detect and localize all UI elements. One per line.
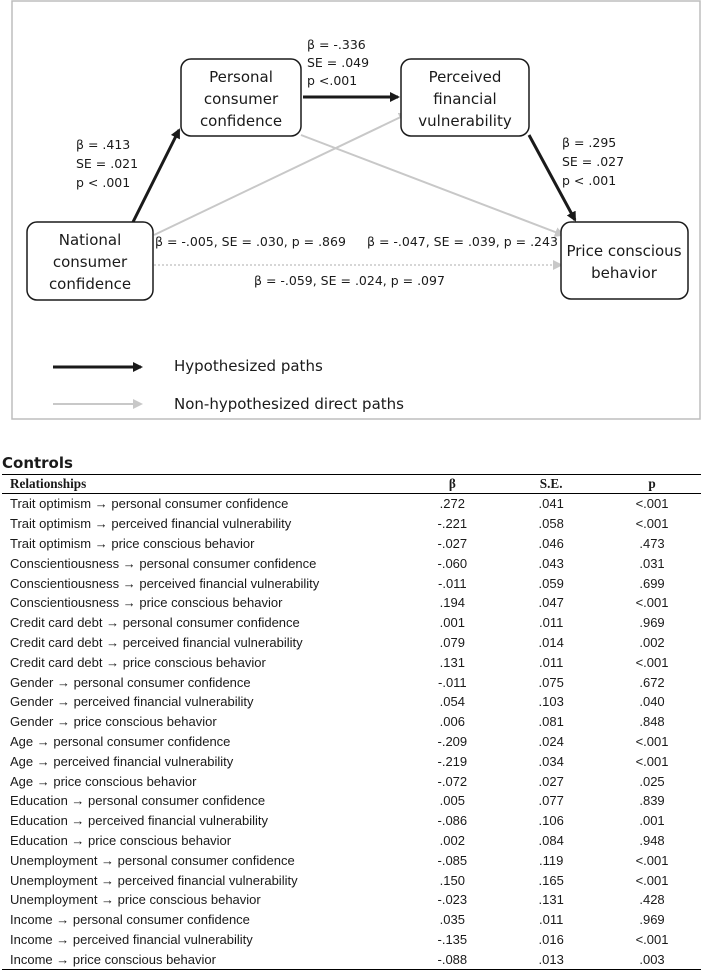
cell-p: .002 bbox=[639, 634, 665, 650]
node-personal-line2: consumer bbox=[203, 90, 279, 108]
stat-beta: β = .295 bbox=[562, 135, 617, 150]
table-row bbox=[2, 494, 701, 514]
table-row bbox=[2, 712, 701, 732]
cell-se: .081 bbox=[538, 714, 564, 730]
cell-p: .672 bbox=[639, 674, 665, 690]
legend bbox=[53, 357, 404, 413]
table-row bbox=[2, 910, 701, 930]
cell-relationship: Gender → personal consumer confidence bbox=[10, 674, 251, 690]
table-header-row bbox=[2, 475, 701, 494]
cell-se: .059 bbox=[538, 575, 564, 591]
cell-p: <.001 bbox=[635, 872, 669, 888]
cell-p: .031 bbox=[639, 555, 665, 571]
cell-beta: .001 bbox=[439, 615, 465, 631]
legend-non-hypothesized-label: Non-hypothesized direct paths bbox=[174, 395, 404, 413]
cell-relationship: Credit card debt → personal consumer confidence bbox=[10, 615, 300, 631]
cell-se: .043 bbox=[538, 555, 564, 571]
table-row bbox=[2, 930, 701, 950]
cell-beta: .194 bbox=[439, 595, 465, 611]
cell-beta: .054 bbox=[439, 694, 465, 710]
cell-beta: -.023 bbox=[437, 892, 468, 908]
cell-beta: -.011 bbox=[438, 674, 467, 690]
cell-relationship: Conscientiousness → price conscious behavior bbox=[10, 595, 283, 611]
table-row bbox=[2, 613, 701, 633]
cell-relationship: Gender → price conscious behavior bbox=[10, 714, 217, 730]
cell-relationship: Education → perceived financial vulnerability bbox=[10, 813, 268, 829]
node-price-line2: behavior bbox=[591, 264, 657, 282]
stats-personal-vulnerability bbox=[307, 37, 369, 88]
cell-beta: -.060 bbox=[437, 555, 468, 571]
cell-se: .131 bbox=[538, 892, 564, 908]
cell-p: <.001 bbox=[635, 654, 669, 670]
node-personal-line3: confidence bbox=[199, 112, 283, 130]
cell-relationship: Unemployment → personal consumer confidence bbox=[10, 852, 295, 868]
table-row bbox=[2, 553, 701, 573]
table-row bbox=[2, 890, 701, 910]
table-row bbox=[2, 771, 701, 791]
stats-national-personal bbox=[76, 137, 138, 190]
cell-beta: .150 bbox=[439, 872, 465, 888]
cell-se: .103 bbox=[538, 694, 564, 710]
node-perceived-financial-vulnerability bbox=[401, 59, 529, 136]
cell-relationship: Age → price conscious behavior bbox=[10, 773, 197, 789]
cell-relationship: Conscientiousness → personal consumer confidence bbox=[10, 555, 317, 571]
cell-p: <.001 bbox=[635, 733, 669, 749]
node-price-line1: Price conscious bbox=[566, 242, 682, 260]
stat-p: p < .001 bbox=[76, 175, 131, 190]
table-row bbox=[2, 633, 701, 653]
cell-p: .969 bbox=[639, 615, 665, 631]
cell-se: .011 bbox=[539, 912, 564, 928]
cell-relationship: Income → perceived financial vulnerability bbox=[10, 931, 253, 947]
controls-title: Controls bbox=[2, 454, 73, 472]
table-row bbox=[2, 573, 701, 593]
cell-p: <.001 bbox=[635, 595, 669, 611]
cell-relationship: Education → personal consumer confidence bbox=[10, 793, 266, 809]
cell-relationship: Income → price conscious behavior bbox=[2, 949, 405, 969]
cell-se: .011 bbox=[539, 654, 564, 670]
cell-beta: -.011 bbox=[438, 575, 467, 591]
table-row bbox=[2, 514, 701, 534]
table-row bbox=[2, 593, 701, 613]
cell-se: .014 bbox=[538, 634, 564, 650]
cell-se: .165 bbox=[538, 872, 564, 888]
stats-vulnerability-price bbox=[562, 135, 624, 188]
header-relationships: Relationships bbox=[2, 475, 405, 494]
cell-p: .969 bbox=[639, 912, 665, 928]
cell-se: .016 bbox=[538, 931, 564, 947]
stat-p: p <.001 bbox=[307, 73, 358, 88]
cell-beta: -.221 bbox=[437, 516, 468, 532]
cell-relationship: Income → personal consumer confidence bbox=[10, 912, 250, 928]
cell-beta: -.086 bbox=[437, 813, 468, 829]
table-row bbox=[2, 672, 701, 692]
cell-se: .034 bbox=[538, 753, 564, 769]
cell-p: <.001 bbox=[635, 852, 669, 868]
cell-relationship: Unemployment → price conscious behavior bbox=[10, 892, 261, 908]
cell-relationship: Gender → perceived financial vulnerability bbox=[10, 694, 254, 710]
cell-relationship: Age → perceived financial vulnerability bbox=[10, 753, 234, 769]
header-p: p bbox=[603, 475, 701, 494]
controls-table bbox=[2, 474, 701, 970]
cell-se: .058 bbox=[538, 516, 564, 532]
node-vulnerability-line3: vulnerability bbox=[418, 112, 512, 130]
table-row bbox=[2, 751, 701, 771]
cell-p: .948 bbox=[639, 832, 665, 848]
node-price-conscious-behavior bbox=[561, 222, 688, 299]
cell-se: .041 bbox=[538, 496, 564, 512]
table-row bbox=[2, 831, 701, 851]
cell-se: .077 bbox=[538, 793, 564, 809]
node-personal-line1: Personal bbox=[209, 68, 273, 86]
table-row bbox=[2, 949, 701, 969]
cell-p: .699 bbox=[639, 575, 665, 591]
cell-relationship: Trait optimism → perceived financial vulnerability bbox=[10, 516, 292, 532]
stat-beta: β = -.336 bbox=[307, 37, 366, 52]
cell-beta: -.088 bbox=[405, 949, 499, 969]
legend-hypothesized-label: Hypothesized paths bbox=[174, 357, 323, 375]
node-vulnerability-line2: financial bbox=[433, 90, 497, 108]
stat-se: SE = .027 bbox=[562, 154, 625, 169]
cell-se: .013 bbox=[499, 949, 603, 969]
cell-beta: .272 bbox=[439, 496, 465, 512]
cell-relationship: Conscientiousness → perceived financial vulnerability bbox=[10, 575, 320, 591]
cell-beta: .131 bbox=[439, 654, 465, 670]
cell-p: .839 bbox=[639, 793, 665, 809]
cell-se: .084 bbox=[538, 832, 564, 848]
cell-p: <.001 bbox=[635, 496, 669, 512]
table-row bbox=[2, 870, 701, 890]
cell-p: .040 bbox=[639, 694, 665, 710]
header-beta: β bbox=[405, 475, 499, 494]
stats-personal-price: β = -.047, SE = .039, p = .243 bbox=[367, 234, 558, 249]
cell-relationship: Credit card debt → perceived financial vulnerability bbox=[10, 634, 303, 650]
cell-p: .428 bbox=[639, 892, 665, 908]
cell-se: .027 bbox=[538, 773, 564, 789]
cell-relationship: Credit card debt → price conscious behavior bbox=[10, 654, 266, 670]
node-national-line3: confidence bbox=[48, 275, 132, 293]
cell-beta: .006 bbox=[439, 714, 465, 730]
path-diagram bbox=[11, 0, 701, 420]
cell-p: .848 bbox=[639, 714, 665, 730]
cell-p: .025 bbox=[639, 773, 665, 789]
table-row bbox=[2, 732, 701, 752]
cell-beta: -.072 bbox=[437, 773, 468, 789]
cell-beta: .035 bbox=[439, 912, 465, 928]
cell-relationship: Education → price conscious behavior bbox=[10, 832, 232, 848]
node-national-line2: consumer bbox=[52, 253, 128, 271]
node-national-line1: National bbox=[58, 231, 122, 249]
cell-se: .106 bbox=[538, 813, 564, 829]
cell-se: .047 bbox=[538, 595, 564, 611]
cell-beta: -.085 bbox=[437, 852, 468, 868]
header-se: S.E. bbox=[499, 475, 603, 494]
cell-relationship: Trait optimism → price conscious behavior bbox=[10, 535, 255, 551]
table-row bbox=[2, 534, 701, 554]
cell-p: .001 bbox=[639, 813, 665, 829]
cell-beta: -.219 bbox=[437, 753, 468, 769]
table-row bbox=[2, 791, 701, 811]
cell-beta: -.135 bbox=[437, 931, 468, 947]
stat-beta: β = .413 bbox=[76, 137, 131, 152]
cell-p: .473 bbox=[639, 535, 665, 551]
cell-se: .075 bbox=[538, 674, 564, 690]
cell-beta: .079 bbox=[439, 634, 465, 650]
table-row bbox=[2, 692, 701, 712]
cell-se: .046 bbox=[538, 535, 564, 551]
cell-beta: -.209 bbox=[437, 733, 468, 749]
cell-p: .003 bbox=[603, 949, 701, 969]
stat-se: SE = .049 bbox=[307, 55, 370, 70]
stats-national-vulnerability: β = -.005, SE = .030, p = .869 bbox=[155, 234, 346, 249]
cell-se: .119 bbox=[539, 852, 564, 868]
cell-relationship: Unemployment → perceived financial vulnerability bbox=[10, 872, 298, 888]
controls-table-body bbox=[2, 494, 701, 970]
cell-beta: .005 bbox=[439, 793, 465, 809]
table-row bbox=[2, 850, 701, 870]
cell-beta: .002 bbox=[439, 832, 465, 848]
stats-national-price: β = -.059, SE = .024, p = .097 bbox=[254, 273, 445, 288]
table-row bbox=[2, 652, 701, 672]
cell-relationship: Trait optimism → personal consumer confidence bbox=[10, 496, 289, 512]
cell-se: .011 bbox=[539, 615, 564, 631]
path-personal-price bbox=[301, 135, 563, 235]
cell-p: <.001 bbox=[635, 753, 669, 769]
stat-p: p < .001 bbox=[562, 173, 617, 188]
node-national-consumer-confidence bbox=[27, 222, 153, 300]
table-row bbox=[2, 811, 701, 831]
cell-p: <.001 bbox=[635, 516, 669, 532]
node-personal-consumer-confidence bbox=[181, 59, 301, 136]
cell-se: .024 bbox=[538, 733, 564, 749]
stat-se: SE = .021 bbox=[76, 156, 139, 171]
cell-p: <.001 bbox=[635, 931, 669, 947]
cell-relationship: Age → personal consumer confidence bbox=[10, 733, 231, 749]
path-national-personal bbox=[133, 130, 179, 222]
node-vulnerability-line1: Perceived bbox=[428, 68, 502, 86]
cell-beta: -.027 bbox=[437, 535, 468, 551]
